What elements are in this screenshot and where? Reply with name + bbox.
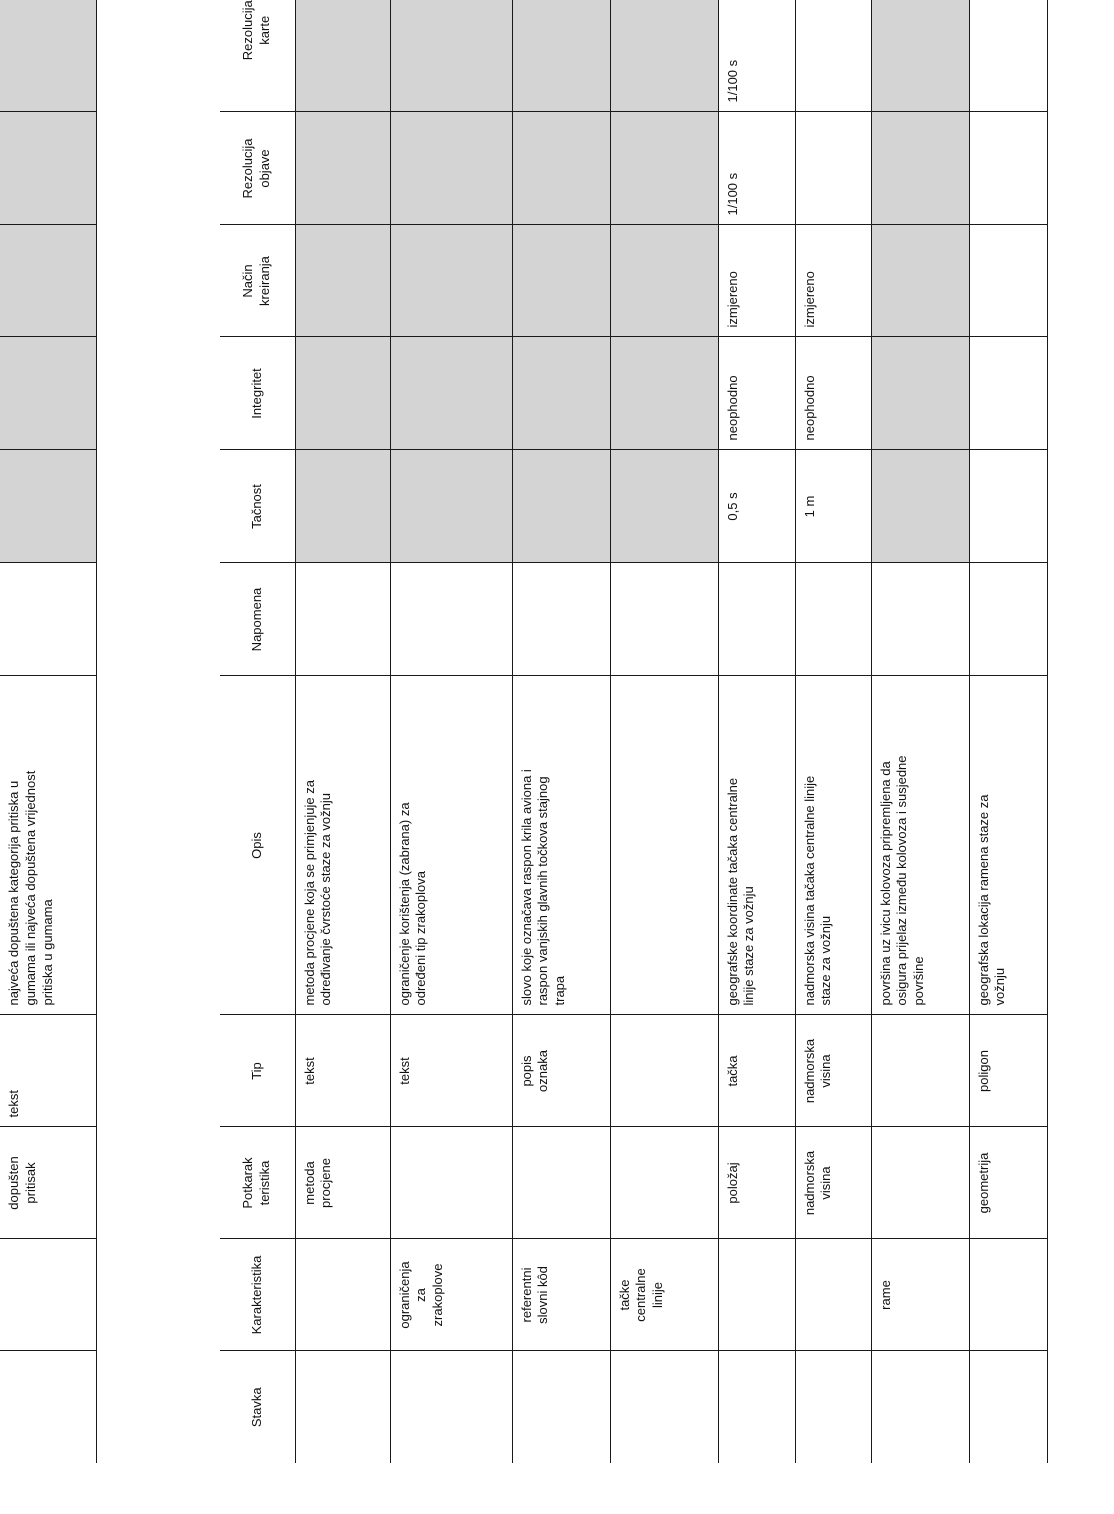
karakteristika-cell: ograničenja za zrakoplove <box>390 1239 512 1351</box>
opis-cell: najveća dopuštena kategorija pritiska u gumama ili najveća dopuštena vrijednost pritiska u gumama <box>0 676 96 1015</box>
potkarakteristika-cell <box>610 1127 718 1239</box>
table-row <box>795 0 871 1463</box>
header-opis: Opis <box>220 676 295 1015</box>
integritet-cell <box>969 337 1047 450</box>
nacin-kreiranja-cell <box>610 225 718 337</box>
rezolucija-karte-cell <box>0 0 96 112</box>
previous-table-fragment <box>0 0 97 1463</box>
tip-cell: tekst <box>0 1015 96 1127</box>
stavka-cell <box>610 1351 718 1463</box>
table-row <box>512 0 610 1463</box>
tacnost-cell <box>512 450 610 563</box>
nacin-kreiranja-cell <box>969 225 1047 337</box>
tip-cell: tekst <box>295 1015 390 1127</box>
tacnost-cell <box>390 450 512 563</box>
stavka-cell <box>795 1351 871 1463</box>
opis-cell: slovo koje označava raspon krila aviona i raspon vanjskih glavnih točkova stajnog trapa <box>512 676 610 1015</box>
tip-cell: poligon <box>969 1015 1047 1127</box>
tip-cell: nadmorska visina <box>795 1015 871 1127</box>
header-rezolucija-objave: Rezolucija objave <box>220 112 295 225</box>
karakteristika-cell <box>969 1239 1047 1351</box>
header-karakteristika: Karakteristika <box>220 1239 295 1351</box>
rezolucija-objave-cell <box>0 112 96 225</box>
tip-cell <box>871 1015 969 1127</box>
karakteristika-cell <box>795 1239 871 1351</box>
opis-cell <box>610 676 718 1015</box>
table-row <box>390 0 512 1463</box>
nacin-kreiranja-cell: izmjereno <box>718 225 795 337</box>
stavka-cell <box>295 1351 390 1463</box>
stavka-cell <box>512 1351 610 1463</box>
rezolucija-karte-cell <box>512 0 610 112</box>
rezolucija-karte-cell: 1/100 s <box>718 0 795 112</box>
napomena-cell <box>718 563 795 676</box>
table-row <box>871 0 969 1463</box>
rezolucija-karte-cell <box>295 0 390 112</box>
opis-cell: metoda procjene koja se primjenjuje za određivanje čvrstoće staze za vožnju <box>295 676 390 1015</box>
integritet-cell: neophodno <box>718 337 795 450</box>
header-nacin-kreiranja: Način kreiranja <box>220 225 295 337</box>
nacin-kreiranja-cell <box>871 225 969 337</box>
table-row <box>718 0 795 1463</box>
potkarakteristika-cell: geometrija <box>969 1127 1047 1239</box>
tacnost-cell <box>0 450 96 563</box>
stavka-cell <box>0 1351 96 1463</box>
napomena-cell <box>610 563 718 676</box>
karakteristika-cell: tačke centralne linije <box>610 1239 718 1351</box>
header-row <box>220 0 295 1463</box>
integritet-cell <box>512 337 610 450</box>
nacin-kreiranja-cell <box>0 225 96 337</box>
potkarakteristika-cell <box>390 1127 512 1239</box>
napomena-cell <box>795 563 871 676</box>
header-integritet: Integritet <box>220 337 295 450</box>
rezolucija-objave-cell <box>512 112 610 225</box>
table-row <box>610 0 718 1463</box>
integritet-cell: neophodno <box>795 337 871 450</box>
napomena-cell <box>871 563 969 676</box>
tacnost-cell <box>295 450 390 563</box>
tacnost-cell <box>871 450 969 563</box>
rezolucija-objave-cell <box>610 112 718 225</box>
potkarakteristika-cell: metoda procjene <box>295 1127 390 1239</box>
nacin-kreiranja-cell: izmjereno <box>795 225 871 337</box>
rezolucija-karte-cell <box>871 0 969 112</box>
potkarakteristika-cell <box>871 1127 969 1239</box>
stavka-cell <box>718 1351 795 1463</box>
header-potkarakteristika: Potkarak teristika <box>220 1127 295 1239</box>
nacin-kreiranja-cell <box>390 225 512 337</box>
rezolucija-objave-cell <box>871 112 969 225</box>
napomena-cell <box>295 563 390 676</box>
table-row <box>0 0 96 1463</box>
potkarakteristika-cell: dopušten pritisak <box>0 1127 96 1239</box>
stavka-cell <box>969 1351 1047 1463</box>
integritet-cell <box>295 337 390 450</box>
rezolucija-objave-cell: 1/100 s <box>718 112 795 225</box>
header-rezolucija-karte: Rezolucija karte <box>220 0 295 112</box>
opis-cell: nadmorska visina tačaka centralne linije staze za vožnju <box>795 676 871 1015</box>
table-row <box>295 0 390 1463</box>
opis-cell: geografske koordinate tačaka centralne linije staze za vožnju <box>718 676 795 1015</box>
karakteristika-cell: rame <box>871 1239 969 1351</box>
napomena-cell <box>390 563 512 676</box>
napomena-cell <box>969 563 1047 676</box>
potkarakteristika-cell: položaj <box>718 1127 795 1239</box>
potkarakteristika-cell <box>512 1127 610 1239</box>
header-stavka: Stavka <box>220 1351 295 1463</box>
rezolucija-karte-cell <box>610 0 718 112</box>
table-row <box>969 0 1047 1463</box>
tip-cell: popis oznaka <box>512 1015 610 1127</box>
stavka-cell <box>871 1351 969 1463</box>
header-tacnost: Tačnost <box>220 450 295 563</box>
stavka-cell <box>390 1351 512 1463</box>
tip-cell <box>610 1015 718 1127</box>
potkarakteristika-cell: nadmorska visina <box>795 1127 871 1239</box>
tacnost-cell <box>969 450 1047 563</box>
tacnost-cell <box>610 450 718 563</box>
tip-cell: tekst <box>390 1015 512 1127</box>
napomena-cell <box>512 563 610 676</box>
data-specification-table <box>220 0 1048 1463</box>
tacnost-cell: 1 m <box>795 450 871 563</box>
opis-cell: ograničenje korištenja (zabrana) za određeni tip zrakoplova <box>390 676 512 1015</box>
integritet-cell <box>390 337 512 450</box>
rezolucija-objave-cell <box>390 112 512 225</box>
karakteristika-cell <box>718 1239 795 1351</box>
nacin-kreiranja-cell <box>512 225 610 337</box>
karakteristika-cell: referentni slovni kôd <box>512 1239 610 1351</box>
rezolucija-objave-cell <box>795 112 871 225</box>
tip-cell: tačka <box>718 1015 795 1127</box>
integritet-cell <box>0 337 96 450</box>
karakteristika-cell <box>295 1239 390 1351</box>
header-napomena: Napomena <box>220 563 295 676</box>
tacnost-cell: 0,5 s <box>718 450 795 563</box>
integritet-cell <box>871 337 969 450</box>
rezolucija-objave-cell <box>295 112 390 225</box>
header-tip: Tip <box>220 1015 295 1127</box>
rezolucija-objave-cell <box>969 112 1047 225</box>
opis-cell: površina uz ivicu kolovoza pripremljena da osigura prijelaz između kolovoza i susjedne površine <box>871 676 969 1015</box>
rezolucija-karte-cell <box>390 0 512 112</box>
rezolucija-karte-cell <box>795 0 871 112</box>
rezolucija-karte-cell <box>969 0 1047 112</box>
opis-cell: geografska lokacija ramena staze za vožnju <box>969 676 1047 1015</box>
nacin-kreiranja-cell <box>295 225 390 337</box>
karakteristika-cell <box>0 1239 96 1351</box>
integritet-cell <box>610 337 718 450</box>
napomena-cell <box>0 563 96 676</box>
